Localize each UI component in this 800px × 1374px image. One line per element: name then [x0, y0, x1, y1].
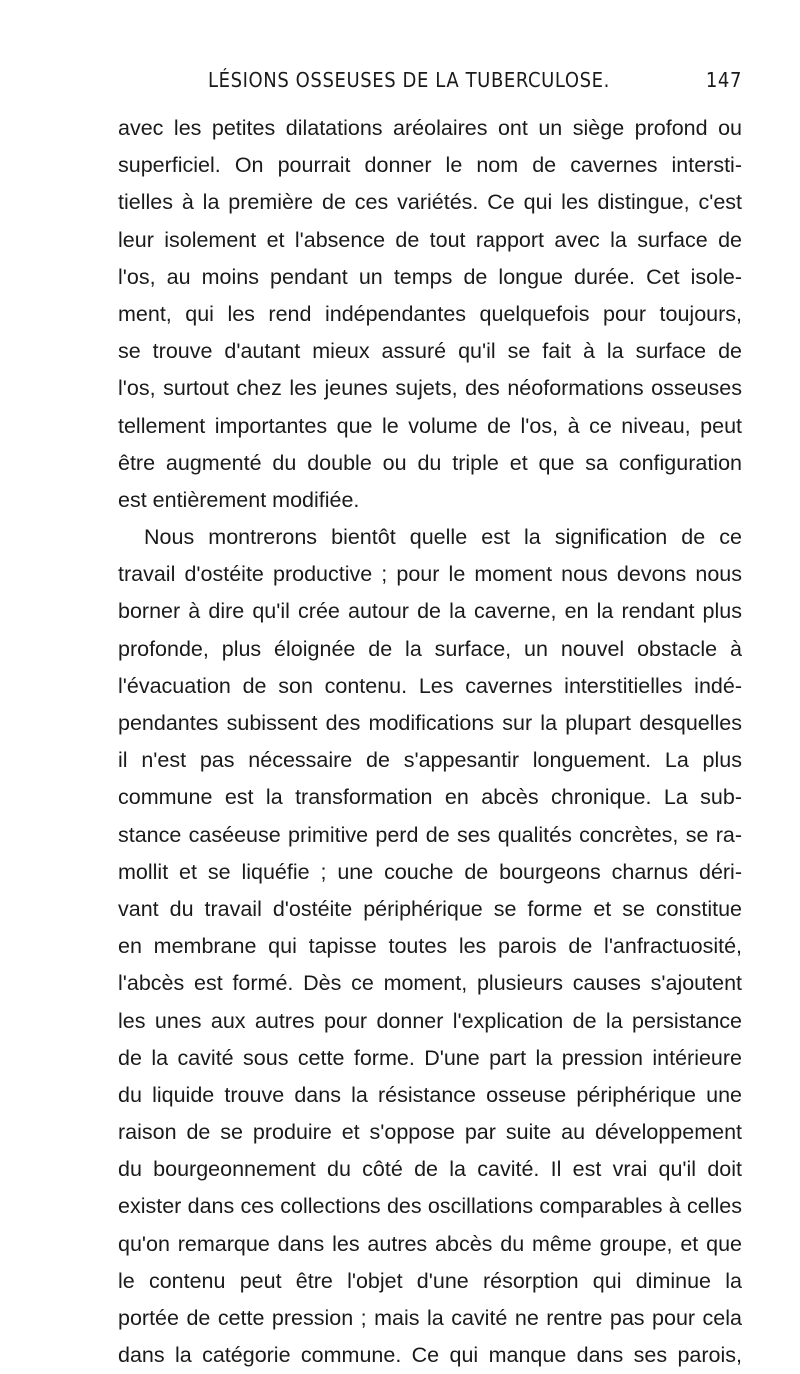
text-line: ment, qui les rend indépendantes quelquefois pour toujours, [118, 301, 742, 326]
running-head [118, 68, 742, 98]
text-line: être augmenté du double ou du triple et que sa configuration [118, 450, 742, 475]
text-line: dans la catégorie commune. Ce qui manque dans ses parois, [118, 1343, 742, 1368]
text-line: superficiel. On pourrait donner le nom de cavernes intersti- [118, 153, 742, 178]
text-line: avec les petites dilatations aréolaires ont un siège profond ou [118, 116, 742, 140]
text-line: l'abcès est formé. Dès ce moment, plusieurs causes s'ajoutent [118, 971, 742, 996]
paragraph-start-line: Nous montrerons bientôt quelle est la signification de ce [144, 525, 742, 550]
text-line: du bourgeonnement du côté de la cavité. Il est vrai qu'il doit [118, 1157, 742, 1182]
text-line: l'os, au moins pendant un temps de longue durée. Cet isole- [118, 264, 742, 289]
text-line: se trouve d'autant mieux assuré qu'il se fait à la surface de [118, 339, 742, 364]
text-line: le contenu peut être l'objet d'une résorption qui diminue la [118, 1268, 742, 1293]
running-title: LÉSIONS OSSEUSES DE LA TUBERCULOSE. [208, 68, 610, 92]
text-line: borner à dire qu'il crée autour de la caverne, en la rendant plus [118, 599, 742, 624]
paragraph-end-line: est entièrement modifiée. [118, 487, 360, 512]
text-line: l'évacuation de son contenu. Les cavernes interstitielles indé- [118, 673, 742, 698]
text-line: tielles à la première de ces variétés. Ce qui les distingue, c'est [118, 190, 742, 215]
text-line: leur isolement et l'absence de tout rapport avec la surface de [118, 227, 742, 252]
text-line: de la cavité sous cette forme. D'une part la pression intérieure [118, 1045, 742, 1070]
text-line: pendantes subissent des modifications sur la plupart desquelles [118, 711, 742, 735]
body-text [118, 110, 742, 1374]
text-line: l'os, surtout chez les jeunes sujets, des néoformations osseuses [118, 376, 742, 401]
text-line: mollit et se liquéfie ; une couche de bourgeons charnus déri- [118, 859, 742, 884]
text-line: vant du travail d'ostéite périphérique se forme et se constitue [118, 896, 742, 921]
text-line: portée de cette pression ; mais la cavité ne rentre pas pour cela [118, 1306, 742, 1330]
text-line: les unes aux autres pour donner l'explication de la persistance [118, 1008, 742, 1033]
text-line: qu'on remarque dans les autres abcès du même groupe, et que [118, 1231, 742, 1256]
text-line: stance caséeuse primitive perd de ses qualités concrètes, se ra- [118, 822, 742, 847]
text-line: il n'est pas nécessaire de s'appesantir longuement. La plus [118, 748, 742, 773]
page-number: 147 [705, 68, 742, 92]
text-line: travail d'ostéite productive ; pour le moment nous devons nous [118, 562, 742, 587]
text-line: exister dans ces collections des oscillations comparables à celles [118, 1194, 742, 1219]
text-line: commune est la transformation en abcès chronique. La sub- [118, 785, 742, 810]
text-line: en membrane qui tapisse toutes les parois de l'anfractuosité, [118, 934, 742, 959]
text-line: profonde, plus éloignée de la surface, un nouvel obstacle à [118, 636, 742, 661]
text-line: du liquide trouve dans la résistance osseuse périphérique une [118, 1082, 742, 1107]
text-line: tellement importantes que le volume de l'os, à ce niveau, peut [118, 413, 742, 438]
text-line: raison de se produire et s'oppose par suite au développement [118, 1120, 742, 1145]
